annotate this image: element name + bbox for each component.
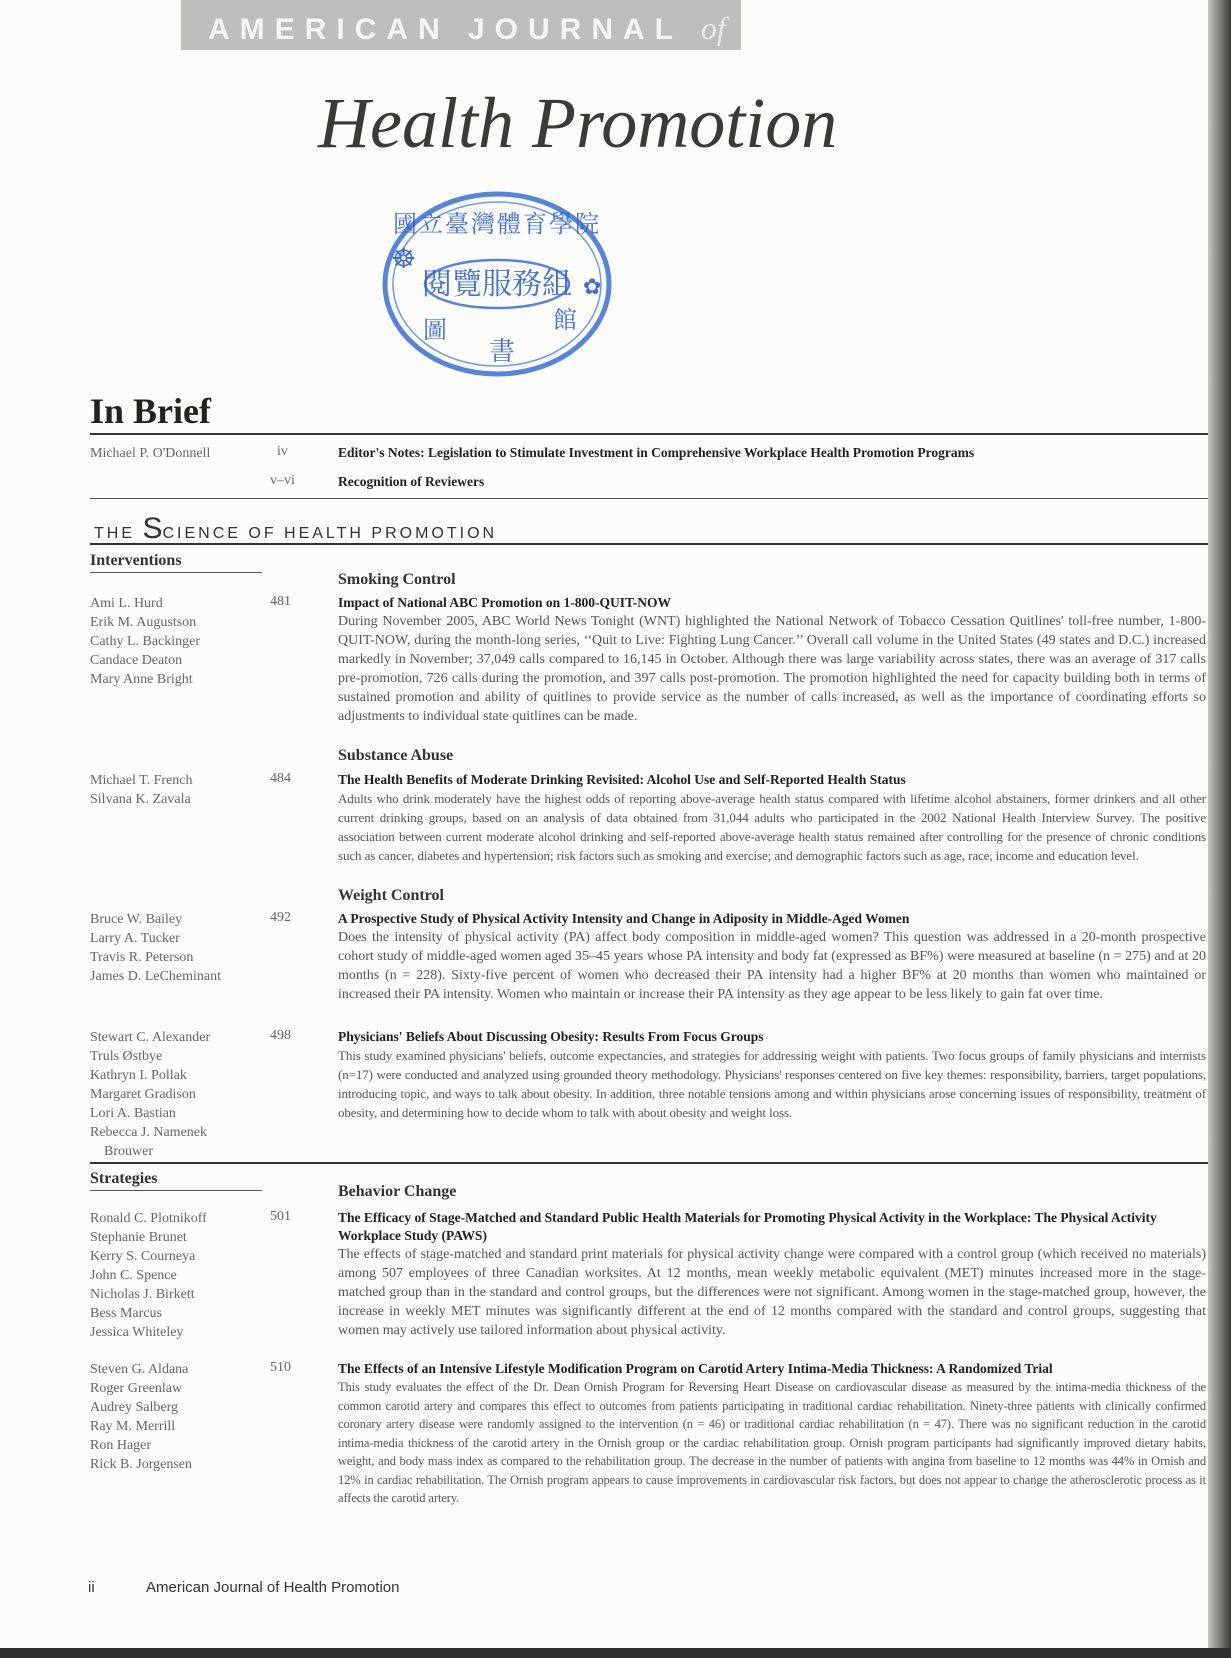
article-authors — [90, 910, 255, 986]
author: Ray M. Merrill — [90, 1419, 176, 1434]
divider — [90, 543, 1208, 545]
author: Rebecca J. Namenek — [90, 1125, 207, 1140]
divider — [90, 1190, 262, 1191]
page-bottom-edge — [0, 1648, 1231, 1658]
article-title: Physicians' Beliefs About Discussing Obesity: Results From Focus Groups — [338, 1029, 764, 1044]
topic-weight-control: Weight Control — [338, 887, 444, 904]
stamp-bottom-center: 書 — [488, 337, 516, 367]
reviewers-title: Recognition of Reviewers — [338, 474, 485, 489]
author: Michael T. French — [90, 773, 193, 788]
article-title: A Prospective Study of Physical Activity Intensity and Change in Adiposity in Middle-Aged Women — [338, 911, 910, 926]
author: Nicholas J. Birkett — [90, 1287, 195, 1302]
author: Kerry S. Courneya — [90, 1249, 196, 1264]
footer-journal: American Journal of Health Promotion — [146, 1579, 400, 1596]
author: Bess Marcus — [90, 1306, 162, 1321]
editor-title: Editor's Notes: Legislation to Stimulate Investment in Comprehensive Workplace Health Promotion Programs — [338, 445, 975, 460]
masthead-top: AMERICAN JOURNAL — [208, 13, 683, 46]
article-page: 498 — [270, 1028, 291, 1043]
page-edge-shadow — [1208, 0, 1231, 1658]
footer-page-number: ii — [88, 1579, 95, 1596]
category-strategies: Strategies — [90, 1170, 158, 1187]
science-pre: THE — [94, 525, 143, 542]
author: Candace Deaton — [90, 653, 183, 668]
stamp-center-text: 閱覽服務組 — [422, 267, 572, 302]
article-title: The Health Benefits of Moderate Drinking Revisited: Alcohol Use and Self-Reported Health Status — [338, 772, 906, 787]
article-abstract: This study evaluates the effect of the Dr. Dean Ornish Program for Reversing Heart Disease on cardiovascular disease as measured by the intima-media thickness of the common carotid artery and compares this effect to outcomes from patients participating in traditional cardiac rehabilitation. Ninety-three patients with clinically confirmed coronary artery disease were randomly assigned to the intervention (n = 46) or traditional cardiac rehabilitation (n = 47). There was no significant reduction in the carotid intima-media thickness of the carotid artery in the Ornish group or the cardiac rehabilitation group. Ornish program participants had significantly improved dietary habits, weight, and body mass index as compared to the rehabilitation group. The decrease in the number of patients with angina from baseline to 12 months was 44% in Ornish and 12% in cardiac rehabilitation. The Ornish program appears to cause improvements in cardiovascular risk factors, but does not appear to change the atherosclerotic process as it affects the carotid artery. — [338, 1380, 1206, 1505]
editor-page: iv — [277, 444, 288, 459]
article-authors — [90, 594, 255, 689]
author: Brouwer — [104, 1144, 153, 1159]
category-interventions: Interventions — [90, 552, 182, 569]
science-post: CIENCE OF HEALTH PROMOTION — [162, 525, 498, 542]
stamp-bottom-left: 圖 — [423, 316, 447, 344]
topic-behavior-change: Behavior Change — [338, 1183, 457, 1200]
article-title: The Effects of an Intensive Lifestyle Modification Program on Carotid Artery Intima-Media Thickness: A Randomized Trial — [338, 1361, 1053, 1376]
author: Steven G. Aldana — [90, 1362, 189, 1377]
author: Bruce W. Bailey — [90, 912, 183, 927]
article-page: 481 — [270, 594, 291, 609]
author: Truls Østbye — [90, 1049, 163, 1064]
author: Stewart C. Alexander — [90, 1030, 211, 1045]
author: Rick B. Jorgensen — [90, 1457, 193, 1472]
article-abstract: Adults who drink moderately have the highest odds of reporting above-average health status compared with lifetime alcohol abstainers, former drinkers and all other current drinking groups, based on an analysis of data obtained from 31,044 adults who participated in the 2002 National Health Interview Survey. The positive association between current moderate alcohol drinking and self-reported above-average health status remained after controlling for the presence of chronic conditions such as cancer, diabetes and hypertension; risk factors such as smoking and exercise; and demographic factors such as age, race, income and education level. — [338, 791, 1206, 863]
author: John C. Spence — [90, 1268, 177, 1283]
divider — [90, 498, 1208, 499]
author: Audrey Salberg — [90, 1400, 178, 1415]
article — [338, 1209, 1206, 1340]
article-authors — [90, 1028, 255, 1161]
masthead-text — [208, 10, 726, 47]
topic-substance-abuse: Substance Abuse — [338, 747, 454, 764]
article-abstract: This study examined physicians' beliefs, outcome expectancies, and strategies for addressing weight with patients. Two focus groups of family physicians and internists (n=17) were conducted and analyzed using grounded theory methodology. Physicians' responses centered on five key themes: responsibility, barriers, target populations, introducing topic, and ways to talk about obesity. In addition, three notable tensions among and within physicians arose concerning issues of responsibility, treatment of obesity, and determining how to decide whom to talk with about obesity and weight loss. — [338, 1048, 1206, 1120]
author: Lori A. Bastian — [90, 1106, 176, 1121]
author: Ami L. Hurd — [90, 596, 163, 611]
article-authors — [90, 1360, 255, 1474]
author: James D. LeCheminant — [90, 969, 222, 984]
svg-text:☸: ☸ — [391, 242, 417, 275]
page-footer — [88, 1579, 399, 1596]
author: Roger Greenlaw — [90, 1381, 183, 1396]
author: Ron Hager — [90, 1438, 152, 1453]
article-page: 484 — [270, 771, 291, 786]
divider — [90, 433, 1208, 435]
author: Erik M. Augustson — [90, 615, 197, 630]
article — [338, 771, 1206, 865]
article-authors — [90, 771, 255, 809]
article-abstract: The effects of stage-matched and standard print materials for physical activity change were compared with a control group (which received no materials) among 507 employees of three Canadian worksites. At 12 months, mean weekly metabolic equivalent (MET) minutes increased more in the stage-matched group than in the standard and control groups, but the differences were not significant. Among women in the stage-matched group, however, the increase in weekly MET minutes was significantly different at the end of 12 months compared with the standard and control groups, suggesting that women may actively use tailored information about physical activity. — [338, 1247, 1206, 1338]
author: Stephanie Brunet — [90, 1230, 187, 1245]
article — [338, 1028, 1206, 1122]
article — [338, 910, 1206, 1004]
article — [338, 594, 1206, 726]
article-abstract: During November 2005, ABC World News Tonight (WNT) highlighted the National Network of Tobacco Cessation Quitlines' toll-free number, 1-800-QUIT-NOW, during the month-long series, ‘‘Quit to Live: Fighting Lung Cancer.’’ Overall call volume in the United States (49 states and D.C.) increased markedly in November; 37,049 calls compared to 16,145 in October. Although there was large variability across states, there was an average of 317 calls pre-promotion, 726 calls during the promotion, and 397 calls post-promotion. The promotion highlighted the need for capacity building both in terms of sustained promotion and ability of quitlines to provide service as the number of calls increased, as well as the importance of coordinating efforts so adjustments to individual state quitlines can be made. — [338, 614, 1206, 724]
journal-title: Health Promotion — [318, 83, 838, 163]
stamp-bottom-right: 館 — [553, 306, 577, 334]
author: Kathryn I. Pollak — [90, 1068, 187, 1083]
author: Cathy L. Backinger — [90, 634, 201, 649]
reviewers-page: v–vi — [270, 473, 295, 488]
author: Silvana K. Zavala — [90, 792, 191, 807]
author: Larry A. Tucker — [90, 931, 180, 946]
stamp-top-text: 國立臺灣體育學院 — [393, 210, 601, 238]
article-page: 501 — [270, 1209, 291, 1224]
divider — [90, 1162, 1208, 1164]
article — [338, 1360, 1206, 1508]
divider — [90, 572, 262, 573]
article-abstract: Does the intensity of physical activity (PA) affect body composition in middle-aged women? This question was addressed in a 20-month prospective cohort study of middle-aged women aged 35–45 years whose PA intensity and body fat (expressed as BF%) were measured at baseline (n = 275) and at 20 months (n = 228). Sixty-five percent of women who decreased their PA intensity had a higher BF% at 20 months than women who maintained or increased their PA intensity. Women who maintain or increase their PA intensity as they age appear to be less likely to gain fat over time. — [338, 930, 1206, 1002]
article-title: The Efficacy of Stage-Matched and Standard Public Health Materials for Promoting Physical Activity in the Workplace: The Physical Activity Workplace Study (PAWS) — [338, 1210, 1157, 1243]
library-stamp — [377, 188, 617, 388]
science-header — [94, 512, 497, 546]
masthead-of: of — [700, 10, 726, 46]
article-title: Impact of National ABC Promotion on 1-800-QUIT-NOW — [338, 595, 672, 610]
section-title: In Brief — [90, 391, 211, 431]
article-authors — [90, 1209, 255, 1342]
editor-author: Michael P. O'Donnell — [90, 446, 211, 461]
article-page: 492 — [270, 910, 291, 925]
science-cap: S — [142, 512, 163, 545]
author: Margaret Gradison — [90, 1087, 196, 1102]
svg-text:✿: ✿ — [583, 275, 602, 300]
author: Travis R. Peterson — [90, 950, 194, 965]
author: Ronald C. Plotnikoff — [90, 1211, 207, 1226]
author: Jessica Whiteley — [90, 1325, 184, 1340]
topic-smoking: Smoking Control — [338, 571, 456, 588]
article-page: 510 — [270, 1360, 291, 1375]
author: Mary Anne Bright — [90, 672, 193, 687]
